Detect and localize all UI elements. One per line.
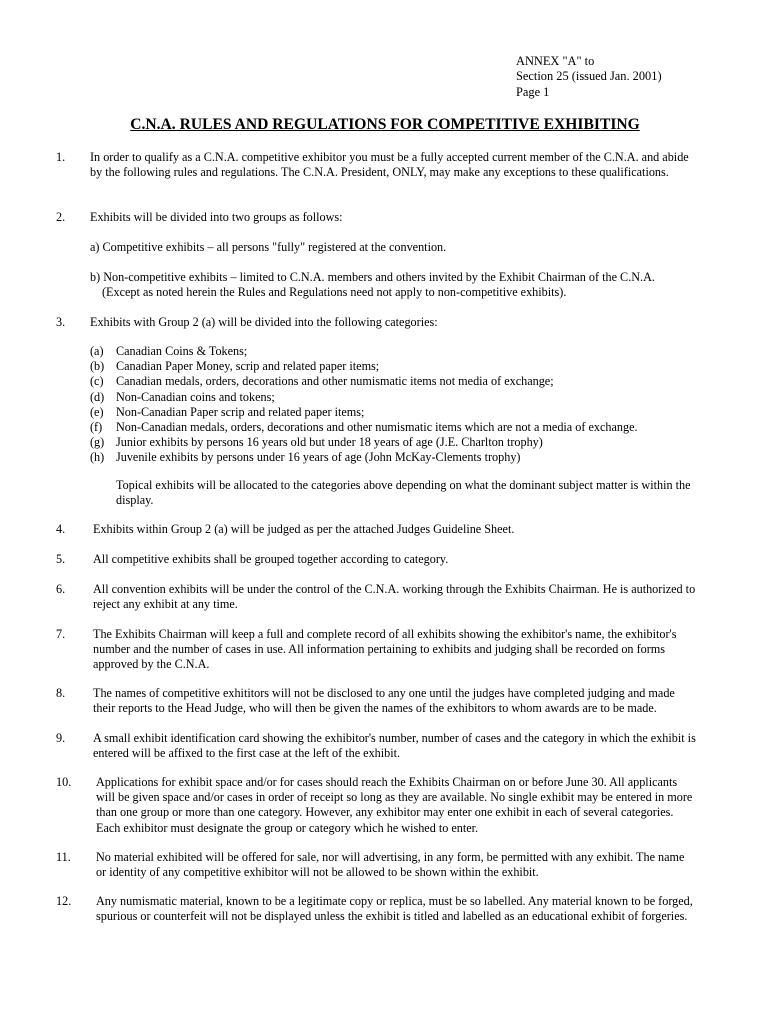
category-letter: (h) — [90, 450, 105, 465]
group-b — [90, 270, 710, 300]
rule-number: 3. — [56, 315, 66, 329]
rule-text: In order to qualify as a C.N.A. competitive exhibitor you must be a fully accepted current member of the C.N.A. and abide by the following rules and regulations. The C.N.A. President, ONLY, may make any exceptions to these qualifications. — [90, 150, 689, 180]
category-letter: (g) — [90, 435, 105, 450]
rule-text: Any numismatic material, known to be a legitimate copy or replica, must be so labelled. Any material known to be forged, spurious or counterfeit will not be displayed unless the exhibit is titled and labelled as an educational exhibit of forgeries. — [96, 894, 693, 924]
category-item — [90, 420, 690, 435]
rule-item-9 — [56, 731, 696, 761]
rule-number: 1. — [56, 150, 66, 164]
rule-number: 2. — [56, 210, 66, 224]
group-b-line-2: (Except as noted herein the Rules and Regulations need not apply to non-competitive exhibits). — [102, 285, 567, 300]
category-item — [90, 344, 690, 359]
rule-text: Exhibits will be divided into two groups as follows: — [90, 210, 343, 224]
category-text: Juvenile exhibits by persons under 16 years of age (John McKay-Clements trophy) — [116, 450, 521, 465]
rule-text: The Exhibits Chairman will keep a full and complete record of all exhibits showing the exhibitor's name, the exhibitor's number and the number of cases in use. All information pertaining to exhibits and judging shall be recorded on forms approved by the C.N.A. — [93, 627, 677, 672]
rule-text: No material exhibited will be offered for sale, nor will advertising, in any form, be permitted with any exhibit. The name or identity of any competitive exhibitor will not be allowed to be shown within the exhibit. — [96, 850, 685, 880]
rule-item-4 — [56, 522, 696, 537]
category-item — [90, 390, 690, 405]
rule-text: Exhibits within Group 2 (a) will be judged as per the attached Judges Guideline Sheet. — [93, 522, 515, 536]
page-title — [0, 115, 770, 134]
rule-item-11 — [56, 850, 696, 880]
annex-line-2: Section 25 (issued Jan. 2001) — [516, 69, 662, 84]
rule-number: 11. — [56, 850, 71, 864]
category-item — [90, 450, 690, 465]
category-text: Non-Canadian medals, orders, decorations and other numismatic items which are not a media of exchange. — [116, 420, 638, 435]
rule-item-1 — [56, 150, 696, 180]
category-text: Canadian Coins & Tokens; — [116, 344, 248, 358]
category-item — [90, 435, 690, 450]
rule-text: All convention exhibits will be under the control of the C.N.A. working through the Exhibits Chairman. He is authorized to reject any exhibit at any time. — [93, 582, 696, 612]
rule-text: The names of competitive exhititors will not be disclosed to any one until the judges have completed judging and made their reports to the Head Judge, who will then be given the names of the exhibitors to whom awards are to be made. — [93, 686, 675, 716]
category-letter: (c) — [90, 374, 104, 389]
category-text: Non-Canadian coins and tokens; — [116, 389, 275, 404]
group-a: a) Competitive exhibits – all persons "fully" registered at the convention. — [90, 240, 447, 254]
rule-number: 7. — [56, 627, 66, 641]
rule-item-10 — [56, 775, 696, 836]
category-item — [90, 359, 690, 374]
rule-number: 4. — [56, 522, 66, 536]
rule-item-5 — [56, 552, 696, 567]
rule-number: 5. — [56, 552, 66, 566]
rule-text: A small exhibit identification card showing the exhibitor's number, number of cases and the category in which the exhibit is entered will be affixed to the first case at the left of the exhibit. — [93, 731, 696, 761]
annex-header — [516, 54, 662, 100]
rule-number: 9. — [56, 731, 66, 745]
rule-item-6 — [56, 582, 696, 612]
page-title-text: C.N.A. RULES AND REGULATIONS FOR COMPETITIVE EXHIBITING — [130, 116, 640, 133]
rule-item-2 — [56, 210, 696, 225]
category-item — [90, 405, 690, 420]
category-list — [90, 344, 690, 466]
topical-note: Topical exhibits will be allocated to the categories above depending on what the dominant subject matter is within the display. — [116, 478, 691, 508]
rule-item-8 — [56, 686, 696, 716]
category-letter: (f) — [90, 420, 103, 435]
annex-line-1: ANNEX "A" to — [516, 54, 595, 68]
annex-line-3: Page 1 — [516, 84, 550, 99]
rule-text: Exhibits with Group 2 (a) will be divided into the following categories: — [90, 315, 438, 329]
category-text: Non-Canadian Paper scrip and related paper items; — [116, 404, 365, 419]
rule-number: 6. — [56, 582, 66, 596]
category-letter: (b) — [90, 359, 105, 374]
rule-number: 12. — [56, 894, 72, 908]
category-item — [90, 374, 690, 389]
category-letter: (d) — [90, 389, 105, 404]
category-text: Junior exhibits by persons 16 years old but under 18 years of age (J.E. Charlton trophy) — [116, 435, 543, 450]
category-text: Canadian medals, orders, decorations and other numismatic items not media of exchange; — [116, 374, 554, 389]
rule-item-7 — [56, 627, 696, 673]
rule-text: All competitive exhibits shall be grouped together according to category. — [93, 552, 449, 566]
rule-item-12 — [56, 894, 696, 924]
category-text: Canadian Paper Money, scrip and related paper items; — [116, 359, 380, 374]
rule-text: Applications for exhibit space and/or for cases should reach the Exhibits Chairman on or before June 30. All applicants will be given space and/or cases in order of receipt so long as they are available. No single exhibit may be entered in more than one group or more than one category. However, any exhibitor may enter one exhibit in each of several categories. Each exhibitor must designate the group or category which he wished to enter. — [96, 775, 693, 835]
group-b-line-1: b) Non-competitive exhibits – limited to C.N.A. members and others invited by the Exhibit Chairman of the C.N.A. — [90, 270, 655, 284]
category-letter: (a) — [90, 344, 104, 358]
rule-number: 10. — [56, 775, 72, 789]
category-letter: (e) — [90, 404, 104, 419]
rule-number: 8. — [56, 686, 66, 700]
rule-item-3 — [56, 315, 696, 330]
